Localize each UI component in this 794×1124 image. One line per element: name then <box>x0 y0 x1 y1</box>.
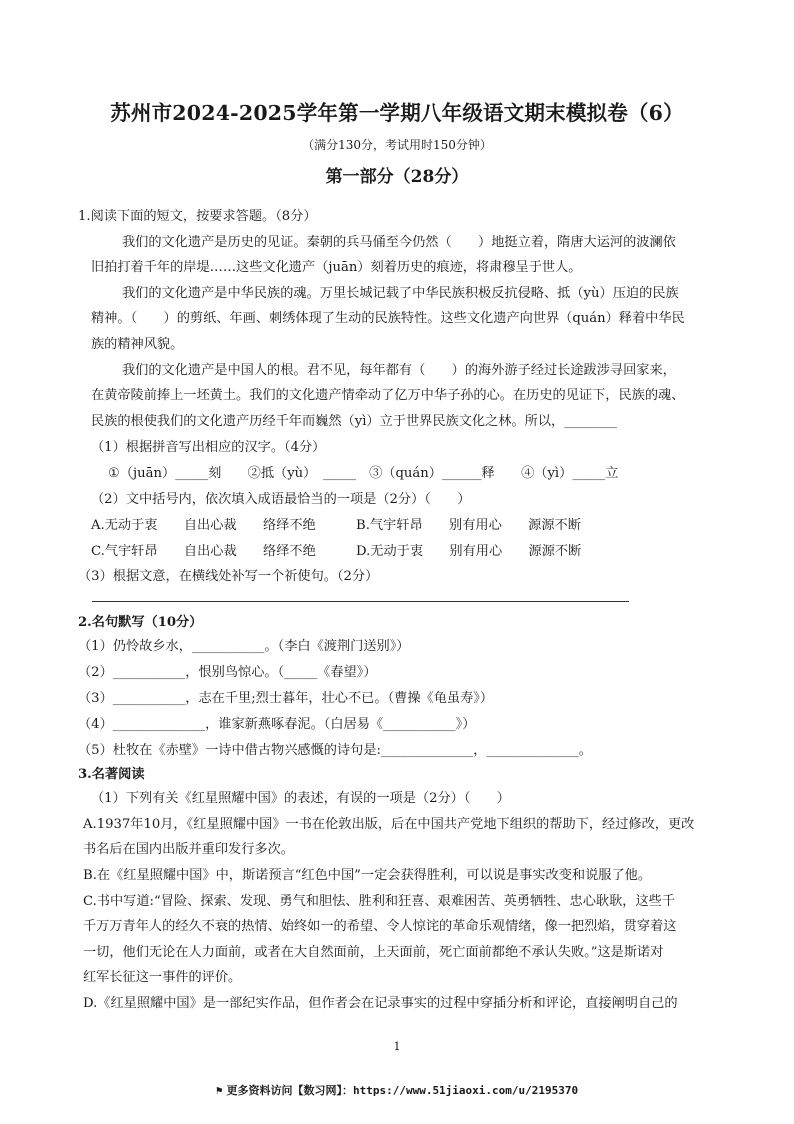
q2-line: （4）______________，谁家新燕啄春泥。（白居易《___________》） <box>78 717 476 732</box>
q2-line: （5）杜牧在《赤壁》一诗中借古物兴感慨的诗句是:______________，______________。 <box>78 743 592 758</box>
q1-sub3: （3）根据文意，在横线处补写一个祈使句。（2分） <box>78 569 379 584</box>
q3-option-line: B.在《红星照耀中国》中，斯诺预言“红色中国”一定会获得胜利，可以说是事实改变和说服了他。 <box>83 868 652 883</box>
footer-text[interactable]: 更多资料访问【数习网】：https://www.51jiaoxi.com/u/2195370 <box>226 1084 579 1097</box>
q2-heading: 2.名句默写（10分） <box>78 615 203 630</box>
q3-option-line: 书名后在国内出版并重印发行多次。 <box>83 842 294 857</box>
q1-passage-line: 我们的文化遗产是历史的见证。秦朝的兵马俑至今仍然（ ）地挺立着，隋唐大运河的波澜依 <box>122 235 676 250</box>
q3-option-line: A.1937年10月，《红星照耀中国》一书在伦敦出版，后在中国共产党地下组织的帮助下，经过修改，更改 <box>83 817 695 832</box>
footer-link[interactable] <box>0 1082 794 1098</box>
q1-heading: 1.阅读下面的短文，按要求答题。（8分） <box>78 209 317 224</box>
q3-sub1: （1）下列有关《红星照耀中国》的表述，有误的一项是（2分）（ ） <box>91 791 510 806</box>
q3-option-line: 一切，他们无论在人力面前，或者在大自然面前，上天面前，死亡面前都绝不承认失败。”这是斯诺对 <box>83 945 664 960</box>
q1-option-a: A.无动于衷 自出心裁 络绎不绝 <box>91 518 316 533</box>
exam-title: 苏州市2024-2025学年第一学期八年级语文期末模拟卷（6） <box>110 101 684 125</box>
page-number: 1 <box>393 1040 401 1053</box>
q3-option-line: 红军长征这一事件的评价。 <box>83 970 242 985</box>
q1-sub1-items: ①（juān）_____刻 ②抵（yù） _____ ③（quán）______释 ④（yì）_____立 <box>108 466 619 481</box>
flag-icon: ⚑ <box>215 1084 223 1097</box>
q1-sub1: （1）根据拼音写出相应的汉字。（4分） <box>91 440 326 455</box>
q2-line: （1）仍怜故乡水，___________。（李白《渡荆门送别》） <box>78 639 410 654</box>
q1-passage-line: 民族的根使我们的文化遗产历经千年而巍然（yì）立于世界民族文化之林。所以，________ <box>91 414 617 429</box>
q1-option-c: C.气宇轩昂 自出心裁 络绎不绝 <box>91 544 316 559</box>
exam-subtitle: （满分130分，考试用时150分钟） <box>302 138 492 152</box>
q1-passage-line: 我们的文化遗产是中国人的根。君不见，每年都有（ ）的海外游子经过长途跋涉寻回家来， <box>122 363 676 378</box>
q3-option-line: D.《红星照耀中国》是一部纪实作品，但作者会在记录事实的过程中穿插分析和评论，直接阐明自己的 <box>83 996 678 1011</box>
q1-passage-line: 精神。（ ）的剪纸、年画、刺绣体现了生动的民族特性。这些文化遗产向世界（quán）释着中华民 <box>91 311 685 326</box>
q2-line: （3）___________，志在千里;烈士暮年，壮心不已。（曹操《龟虽寿》） <box>78 691 494 706</box>
q2-line: （2）___________，恨别鸟惊心。（_____《春望》） <box>78 665 377 680</box>
q1-passage-line: 旧拍打着千年的岸堤……这些文化遗产（juān）刻着历史的痕迹，将肃穆呈于世人。 <box>91 260 582 275</box>
q3-option-line: 千万万青年人的经久不衰的热情、始终如一的希望、令人惊诧的革命乐观情绪，像一把烈焰，贯穿着这 <box>83 919 677 934</box>
q1-passage-line: 在黄帝陵前捧上一坯黄土。我们的文化遗产情牵动了亿万中华子孙的心。在历史的见证下，民族的魂、 <box>91 388 685 403</box>
q1-option-b: B.气宇轩昂 别有用心 源源不断 <box>356 518 581 533</box>
q1-passage-line: 我们的文化遗产是中华民族的魂。万里长城记载了中华民族积极反抗侵略、抵（yù）压迫的民族 <box>122 286 679 301</box>
answer-line <box>92 601 629 602</box>
q3-option-line: C.书中写道:“冒险、探索、发现、勇气和胆怯、胜利和狂喜、艰难困苦、英勇牺牲、忠心耿耿，这些千 <box>83 894 676 909</box>
q1-passage-line: 族的精神风貌。 <box>91 337 184 352</box>
q1-sub2: （2）文中括号内，依次填入成语最恰当的一项是（2分）（ ） <box>91 492 471 507</box>
q3-heading: 3.名著阅读 <box>78 767 145 782</box>
part-heading: 第一部分（28分） <box>325 167 469 187</box>
q1-option-d: D.无动于衷 别有用心 源源不断 <box>356 544 582 559</box>
